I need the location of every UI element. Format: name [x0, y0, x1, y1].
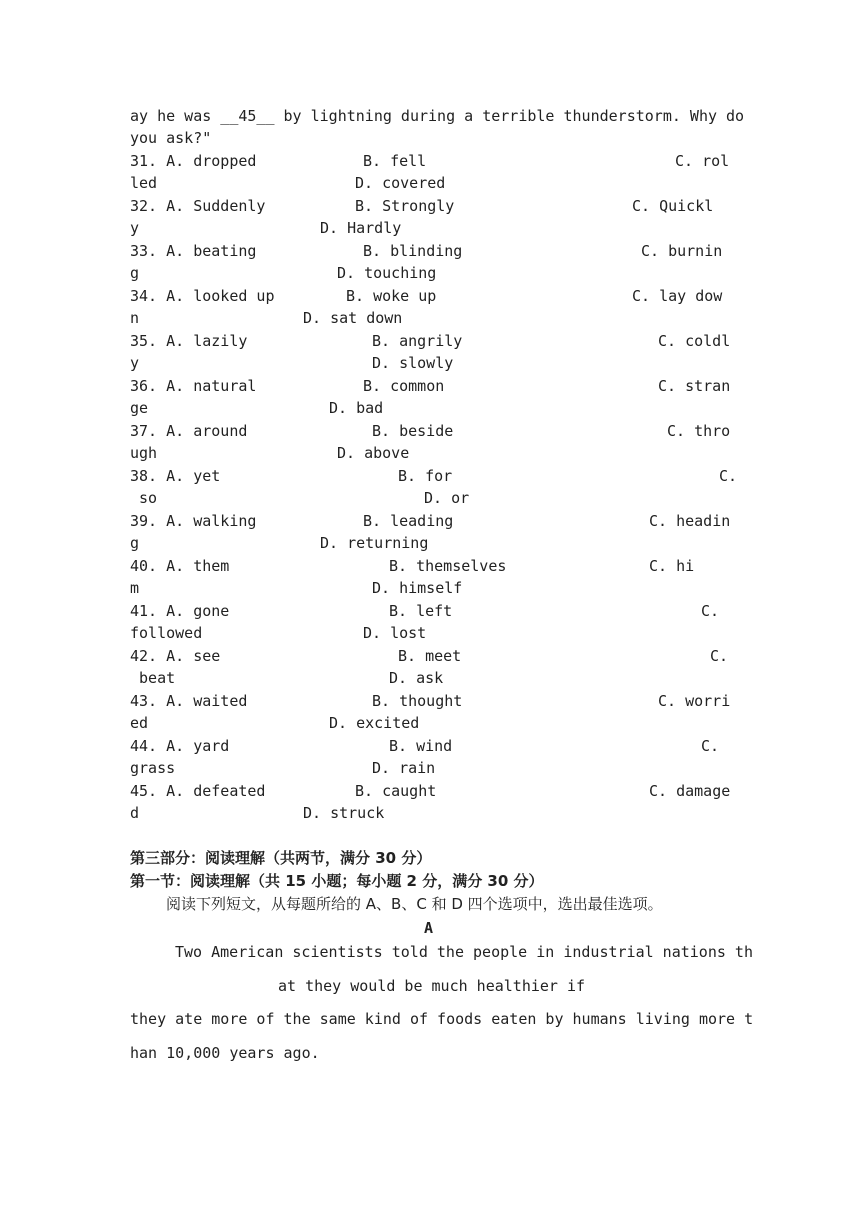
question-40-option-d: D. himself	[372, 579, 463, 597]
question-40-option-c: C. hi	[649, 557, 695, 575]
question-40-option-a: 40. A. them	[130, 557, 230, 575]
question-40-option-b: B. themselves	[389, 557, 507, 575]
question-38-option-b: B. for	[398, 467, 453, 485]
question-41-option-b: B. left	[389, 602, 453, 620]
question-44-option-b: B. wind	[389, 737, 453, 755]
question-43-option-b: B. thought	[372, 692, 463, 710]
question-43-option-c-wrap: ed	[130, 714, 149, 732]
question-34-option-c-wrap: n	[130, 309, 140, 327]
question-31-option-c-wrap: led	[130, 174, 158, 192]
question-41-option-c-wrap: followed	[130, 624, 203, 642]
intro-line-2: you ask?"	[130, 129, 212, 147]
question-35-option-c: C. coldl	[658, 332, 731, 350]
question-33-option-c-wrap: g	[130, 264, 140, 282]
question-34-option-b: B. woke up	[346, 287, 437, 305]
question-35-option-a: 35. A. lazily	[130, 332, 248, 350]
question-39-option-c: C. headin	[649, 512, 731, 530]
section-title: 第三部分：阅读理解（共两节，满分 30 分）	[130, 849, 432, 867]
question-37-option-a: 37. A. around	[130, 422, 248, 440]
question-31-option-a: 31. A. dropped	[130, 152, 257, 170]
passage-line-4: han 10,000 years ago.	[130, 1044, 320, 1062]
question-45-option-d: D. struck	[303, 804, 385, 822]
question-33-option-d: D. touching	[337, 264, 437, 282]
question-38-option-c-wrap: so	[130, 489, 158, 507]
question-36-option-a: 36. A. natural	[130, 377, 257, 395]
question-34-option-a: 34. A. looked up	[130, 287, 275, 305]
question-35-option-c-wrap: y	[130, 354, 140, 372]
question-39-option-a: 39. A. walking	[130, 512, 257, 530]
question-36-option-c-wrap: ge	[130, 399, 149, 417]
question-43-option-c: C. worri	[658, 692, 731, 710]
question-42-option-d: D. ask	[389, 669, 444, 687]
question-39-option-c-wrap: g	[130, 534, 140, 552]
question-33-option-a: 33. A. beating	[130, 242, 257, 260]
question-32-option-a: 32. A. Suddenly	[130, 197, 266, 215]
question-37-option-b: B. beside	[372, 422, 454, 440]
question-43-option-d: D. excited	[329, 714, 420, 732]
question-35-option-b: B. angrily	[372, 332, 463, 350]
intro-line-1: ay he was __45__ by lightning during a terrible thunderstorm. Why do	[130, 107, 745, 125]
question-31-option-b: B. fell	[363, 152, 427, 170]
question-32-option-b: B. Strongly	[355, 197, 455, 215]
question-36-option-c: C. stran	[658, 377, 731, 395]
question-32-option-d: D. Hardly	[320, 219, 402, 237]
question-38-option-c: C.	[719, 467, 738, 485]
question-34-option-c: C. lay dow	[632, 287, 723, 305]
question-44-option-d: D. rain	[372, 759, 436, 777]
section-instruction: 阅读下列短文，从每题所给的 A、B、C 和 D 四个选项中，选出最佳选项。	[166, 895, 663, 913]
question-34-option-d: D. sat down	[303, 309, 403, 327]
question-37-option-c-wrap: ugh	[130, 444, 158, 462]
question-45-option-a: 45. A. defeated	[130, 782, 266, 800]
question-37-option-d: D. above	[337, 444, 410, 462]
question-39-option-d: D. returning	[320, 534, 429, 552]
question-35-option-d: D. slowly	[372, 354, 454, 372]
question-41-option-c: C.	[701, 602, 720, 620]
question-40-option-c-wrap: m	[130, 579, 140, 597]
question-32-option-c-wrap: y	[130, 219, 140, 237]
question-43-option-a: 43. A. waited	[130, 692, 248, 710]
question-41-option-a: 41. A. gone	[130, 602, 230, 620]
section-subtitle: 第一节：阅读理解（共 15 小题；每小题 2 分，满分 30 分）	[130, 872, 544, 890]
passage-line-3: they ate more of the same kind of foods eaten by humans living more t	[130, 1010, 754, 1028]
question-33-option-c: C. burnin	[641, 242, 723, 260]
question-45-option-b: B. caught	[355, 782, 437, 800]
passage-line-1: Two American scientists told the people in industrial nations th	[175, 943, 753, 961]
question-44-option-c: C.	[701, 737, 720, 755]
question-44-option-c-wrap: grass	[130, 759, 176, 777]
question-42-option-c: C.	[710, 647, 729, 665]
question-44-option-a: 44. A. yard	[130, 737, 230, 755]
question-38-option-a: 38. A. yet	[130, 467, 221, 485]
passage-label: A	[424, 919, 434, 937]
passage-line-2: at they would be much healthier if	[278, 977, 586, 995]
question-42-option-c-wrap: beat	[130, 669, 176, 687]
question-36-option-d: D. bad	[329, 399, 384, 417]
question-45-option-c: C. damage	[649, 782, 731, 800]
question-32-option-c: C. Quickl	[632, 197, 714, 215]
question-45-option-c-wrap: d	[130, 804, 140, 822]
question-31-option-d: D. covered	[355, 174, 446, 192]
question-33-option-b: B. blinding	[363, 242, 463, 260]
question-42-option-a: 42. A. see	[130, 647, 221, 665]
question-37-option-c: C. thro	[667, 422, 731, 440]
question-39-option-b: B. leading	[363, 512, 454, 530]
question-41-option-d: D. lost	[363, 624, 427, 642]
question-31-option-c: C. rol	[675, 152, 730, 170]
question-38-option-d: D. or	[424, 489, 470, 507]
question-36-option-b: B. common	[363, 377, 445, 395]
question-42-option-b: B. meet	[398, 647, 462, 665]
